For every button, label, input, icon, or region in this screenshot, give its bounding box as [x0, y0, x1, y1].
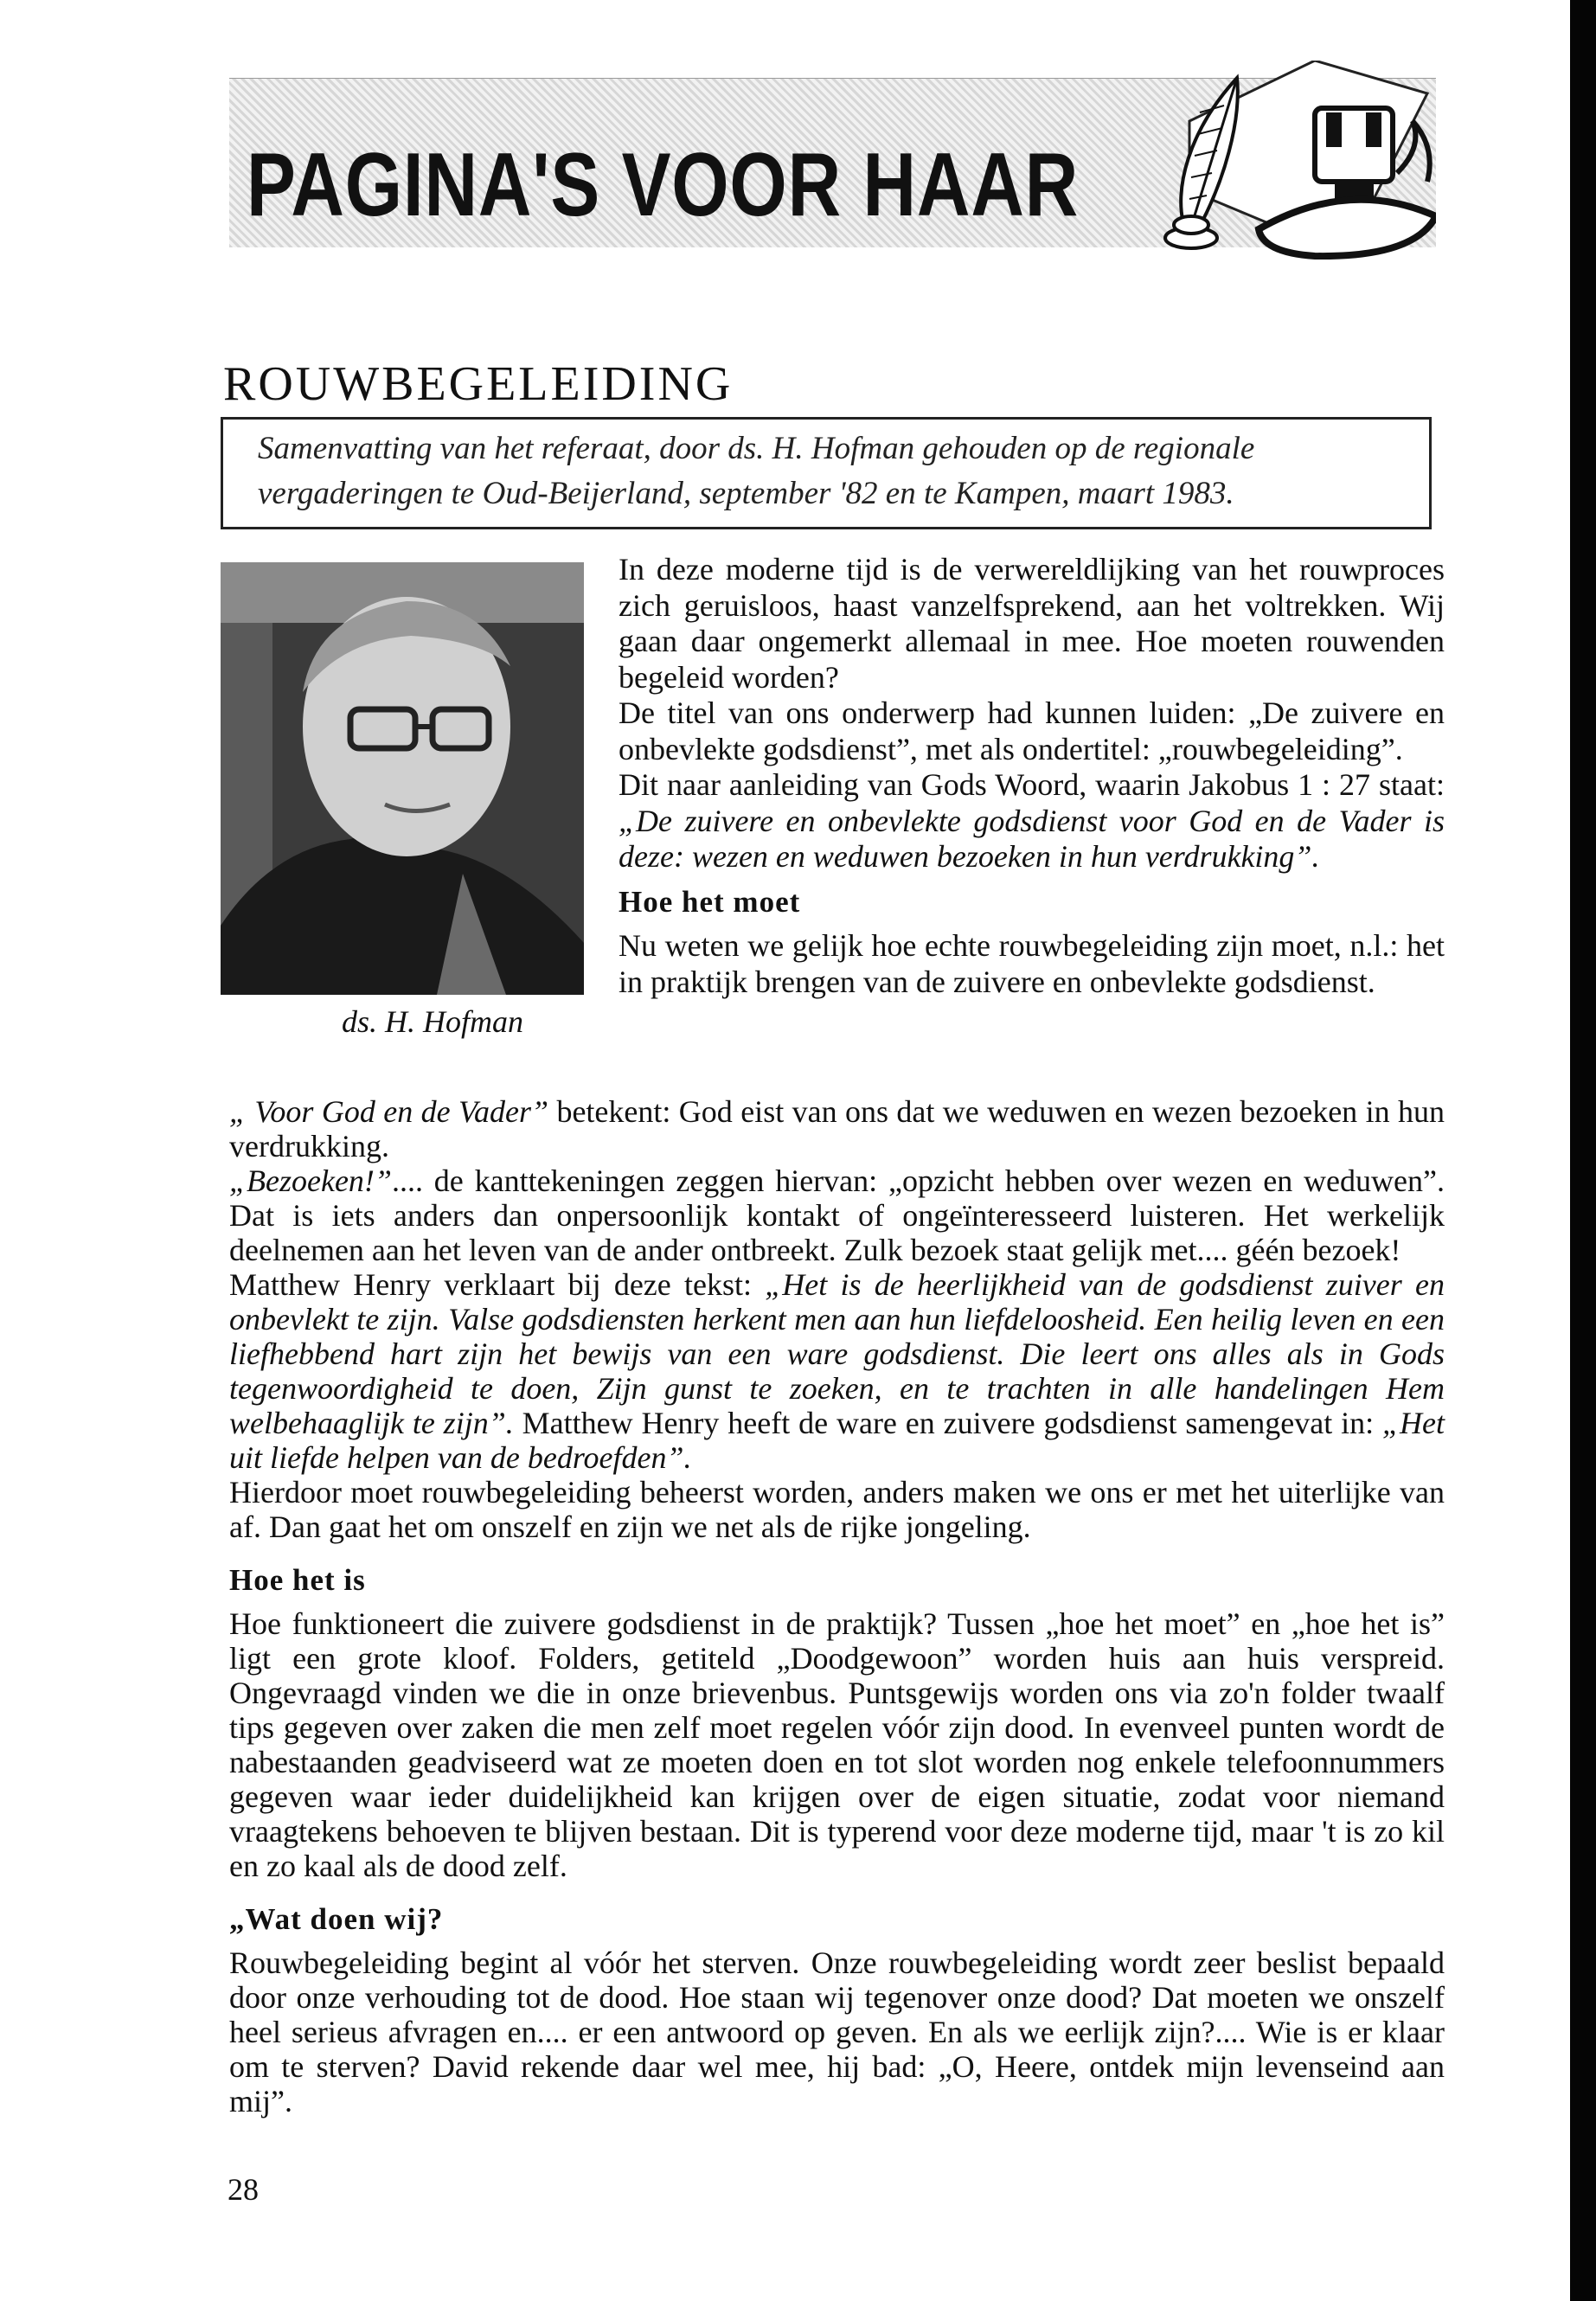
main-paragraph-2-text: .... de kanttekeningen zeggen hiervan: „opzicht hebben over wezen en weduwen”. Dat is iets anders dan onpersoonlijk kontakt of ongeïnteresseerd luisteren. Het werkelijk deelnemen aan het leven van de ander ontbreekt. Zulk bezoek staat gelijk met.... géén bezoek!	[229, 1163, 1445, 1267]
main-paragraph-5: Hoe funktioneert die zuivere godsdienst in de praktijk? Tussen „hoe het moet” en „hoe het is” ligt een grote kloof. Folders, getiteld „Doodgewoon” worden huis aan huis verspreid. Ongevraagd vinden we die in onze brievenbus. Puntsgewijs worden ons via zo'n folder twaalf tips gegeven over zaken die men zelf moet regelen vóór zijn dood. In evenveel punten wordt de nabestaanden geadviseerd wat ze moeten doen en tot slot worden nog enkele telefoonnummers gegeven waar ieder duidelijkheid kan krijgen over de eigen situatie, zodat voor niemand vraagtekens behoeven te blijven bestaan. Dit is typerend voor deze moderne tijd, maar 't is zo kil en zo kaal als de dood zelf.	[229, 1606, 1445, 1883]
section-banner	[221, 61, 1436, 260]
main-paragraph-3-mid: Matthew Henry heeft de ware en zuivere godsdienst samengevat in:	[513, 1406, 1382, 1440]
banner-title: PAGINA'S VOOR HAAR	[247, 135, 1080, 235]
scan-edge-bar	[1570, 0, 1596, 2301]
henry-summary-quote: „Het uit liefde helpen van de bedroefden”.	[229, 1406, 1445, 1475]
page-number: 28	[228, 2172, 259, 2207]
intro-paragraph-1: In deze moderne tijd is de verwereldlijking van het rouwproces zich geruisloos, haast vanzelfsprekend, aan het voltrekken. Wij gaan daar ongemerkt allemaal in mee. Hoe moeten rouwenden begeleid worden?	[619, 552, 1445, 695]
article-headline: ROUWBEGELEIDING	[223, 357, 734, 411]
intro-paragraph-3-text: Dit naar aanleiding van Gods Woord, waarin Jakobus 1 : 27 staat:	[619, 767, 1445, 802]
main-text	[229, 1094, 1445, 2118]
main-paragraph-6: Rouwbegeleiding begint al vóór het sterven. Onze rouwbegeleiding wordt zeer beslist bepaald door onze verhouding tot de dood. Hoe staan wij tegenover onze dood? Dat moeten we onszelf heel serieus afvragen en.... er een antwoord op geven. En als we eerlijk zijn?.... Wie is er klaar om te sterven? David rekende daar wel mee, hij bad: „O, Heere, ontdek mijn levenseind aan mij”.	[229, 1945, 1445, 2118]
main-paragraph-4: Hierdoor moet rouwbegeleiding beheerst worden, anders maken we ons er met het uiterlijke van af. Dan gaat het om onszelf en zijn we net als de rijke jongeling.	[229, 1475, 1445, 1544]
intro-paragraph-4: Nu weten we gelijk hoe echte rouwbegeleiding zijn moet, n.l.: het in praktijk brengen van de zuivere en onbevlekte godsdienst.	[619, 928, 1445, 999]
main-paragraph-3-intro: Matthew Henry verklaart bij deze tekst:	[229, 1267, 766, 1302]
photo-caption: ds. H. Hofman	[342, 1004, 524, 1039]
summary-box	[221, 417, 1432, 529]
intro-column	[619, 552, 1445, 1000]
quill-inkwell-lamp-icon	[1138, 61, 1436, 260]
summary-line-2: vergaderingen te Oud-Beijerland, september '82 en te Kampen, maart 1983.	[258, 476, 1234, 511]
subhead-hoe-het-is: Hoe het is	[229, 1563, 366, 1597]
main-paragraph-2	[229, 1163, 1445, 1267]
main-paragraph-1-text: betekent: God eist van ons dat we weduwen en wezen bezoeken in hun verdrukking.	[229, 1094, 1445, 1163]
bible-quote: „De zuivere en onbevlekte godsdienst voor God en de Vader is deze: wezen en weduwen bezoeken in hun verdrukking”.	[619, 803, 1445, 874]
subhead-wat-doen-wij: „Wat doen wij?	[229, 1902, 444, 1936]
main-paragraph-1-quote: „ Voor God en de Vader”	[229, 1094, 549, 1129]
henry-quote: „Het is de heerlijkheid van de godsdienst zuiver en onbevlekt te zijn. Valse godsdiensten herkent men aan hun liefdeloosheid. Een heilig leven en een liefhebbend hart zijn het bewijs van een ware godsdienst. Die leert ons alles als in Gods tegenwoordigheid te doen, Zijn gunst te zoeken, en te trachten in alle handelingen Hem welbehaaglijk te zijn”.	[229, 1267, 1445, 1440]
portrait-photo	[221, 562, 584, 995]
main-paragraph-2-quote: „Bezoeken!”	[229, 1163, 392, 1198]
summary-line-1: Samenvatting van het referaat, door ds. H. Hofman gehouden op de regionale	[258, 431, 1255, 466]
subhead-hoe-het-moet: Hoe het moet	[619, 884, 801, 919]
main-paragraph-3	[229, 1267, 1445, 1475]
intro-paragraph-2: De titel van ons onderwerp had kunnen luiden: „De zuivere en onbevlekte godsdienst”, met als ondertitel: „rouwbegeleiding”.	[619, 695, 1445, 766]
main-paragraph-1	[229, 1094, 1445, 1163]
intro-paragraph-3	[619, 767, 1445, 875]
